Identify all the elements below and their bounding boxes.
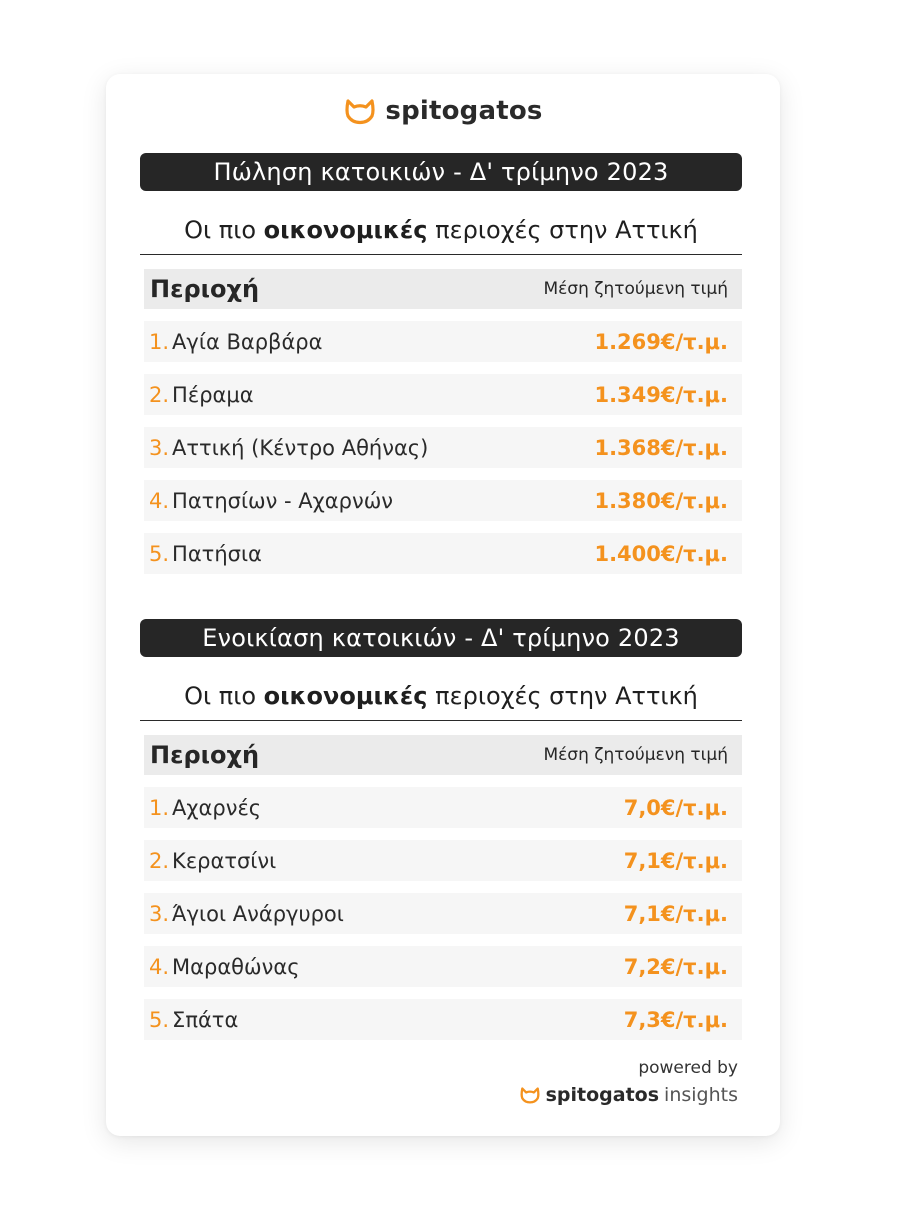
table-row	[144, 533, 742, 574]
area-name: Αγία Βαρβάρα	[172, 329, 323, 354]
price-value: 1.400€/τ.μ.	[594, 541, 728, 566]
rentals-section	[140, 619, 742, 1040]
table-header	[144, 735, 742, 775]
section-subtitle: Οι πιο οικονομικές περιοχές στην Αττική	[140, 211, 742, 255]
table-row	[144, 999, 742, 1040]
area-name: Κερατσίνι	[172, 848, 277, 873]
insights-logo	[519, 1084, 738, 1106]
brand-name: spitogatos	[385, 96, 543, 126]
table-row	[144, 946, 742, 987]
column-header-price: Μέση ζητούμενη τιμή	[543, 745, 728, 765]
table-row	[144, 427, 742, 468]
insights-brand-name: spitogatos	[545, 1084, 660, 1106]
price-value: 1.269€/τ.μ.	[594, 329, 728, 354]
area-name: Πέραμα	[172, 382, 254, 407]
area-name: Πατήσια	[172, 541, 262, 566]
area-name: Μαραθώνας	[172, 954, 300, 979]
column-header-price: Μέση ζητούμενη τιμή	[543, 279, 728, 299]
area-name: Πατησίων - Αχαρνών	[172, 488, 394, 513]
cat-icon	[519, 1086, 541, 1104]
area-name: Αχαρνές	[172, 795, 262, 820]
rank-number: 1.	[149, 795, 170, 820]
table-header	[144, 269, 742, 309]
area-name: Σπάτα	[172, 1007, 239, 1032]
rank-number: 3.	[149, 901, 170, 926]
price-value: 7,0€/τ.μ.	[623, 795, 728, 820]
rank-number: 1.	[149, 329, 170, 354]
column-header-area: Περιοχή	[150, 275, 260, 303]
section-subtitle: Οι πιο οικονομικές περιοχές στην Αττική	[140, 677, 742, 721]
price-value: 1.349€/τ.μ.	[594, 382, 728, 407]
table-row	[144, 840, 742, 881]
section-banner: Ενοικίαση κατοικιών - Δ' τρίμηνο 2023	[140, 619, 742, 657]
rank-number: 2.	[149, 848, 170, 873]
price-value: 7,1€/τ.μ.	[623, 901, 728, 926]
price-value: 7,3€/τ.μ.	[623, 1007, 728, 1032]
section-banner: Πώληση κατοικιών - Δ' τρίμηνο 2023	[140, 153, 742, 191]
sales-section	[140, 153, 742, 574]
price-value: 7,1€/τ.μ.	[623, 848, 728, 873]
rank-number: 4.	[149, 954, 170, 979]
rank-number: 3.	[149, 435, 170, 460]
rank-number: 5.	[149, 1007, 170, 1032]
infographic-card	[106, 74, 780, 1136]
rank-number: 5.	[149, 541, 170, 566]
rank-number: 2.	[149, 382, 170, 407]
table-row	[144, 374, 742, 415]
table-row	[144, 893, 742, 934]
rank-number: 4.	[149, 488, 170, 513]
price-value: 1.380€/τ.μ.	[594, 488, 728, 513]
area-name: Άγιοι Ανάργυροι	[172, 901, 344, 926]
column-header-area: Περιοχή	[150, 741, 260, 769]
powered-by-label: powered by	[638, 1058, 738, 1078]
table-row	[144, 321, 742, 362]
area-name: Αττική (Κέντρο Αθήνας)	[172, 435, 429, 460]
price-value: 7,2€/τ.μ.	[623, 954, 728, 979]
table-row	[144, 787, 742, 828]
powered-by-footer	[519, 1058, 738, 1106]
insights-label: insights	[664, 1084, 738, 1106]
table-row	[144, 480, 742, 521]
brand-logo	[106, 96, 780, 126]
cat-icon	[343, 97, 377, 125]
price-value: 1.368€/τ.μ.	[594, 435, 728, 460]
